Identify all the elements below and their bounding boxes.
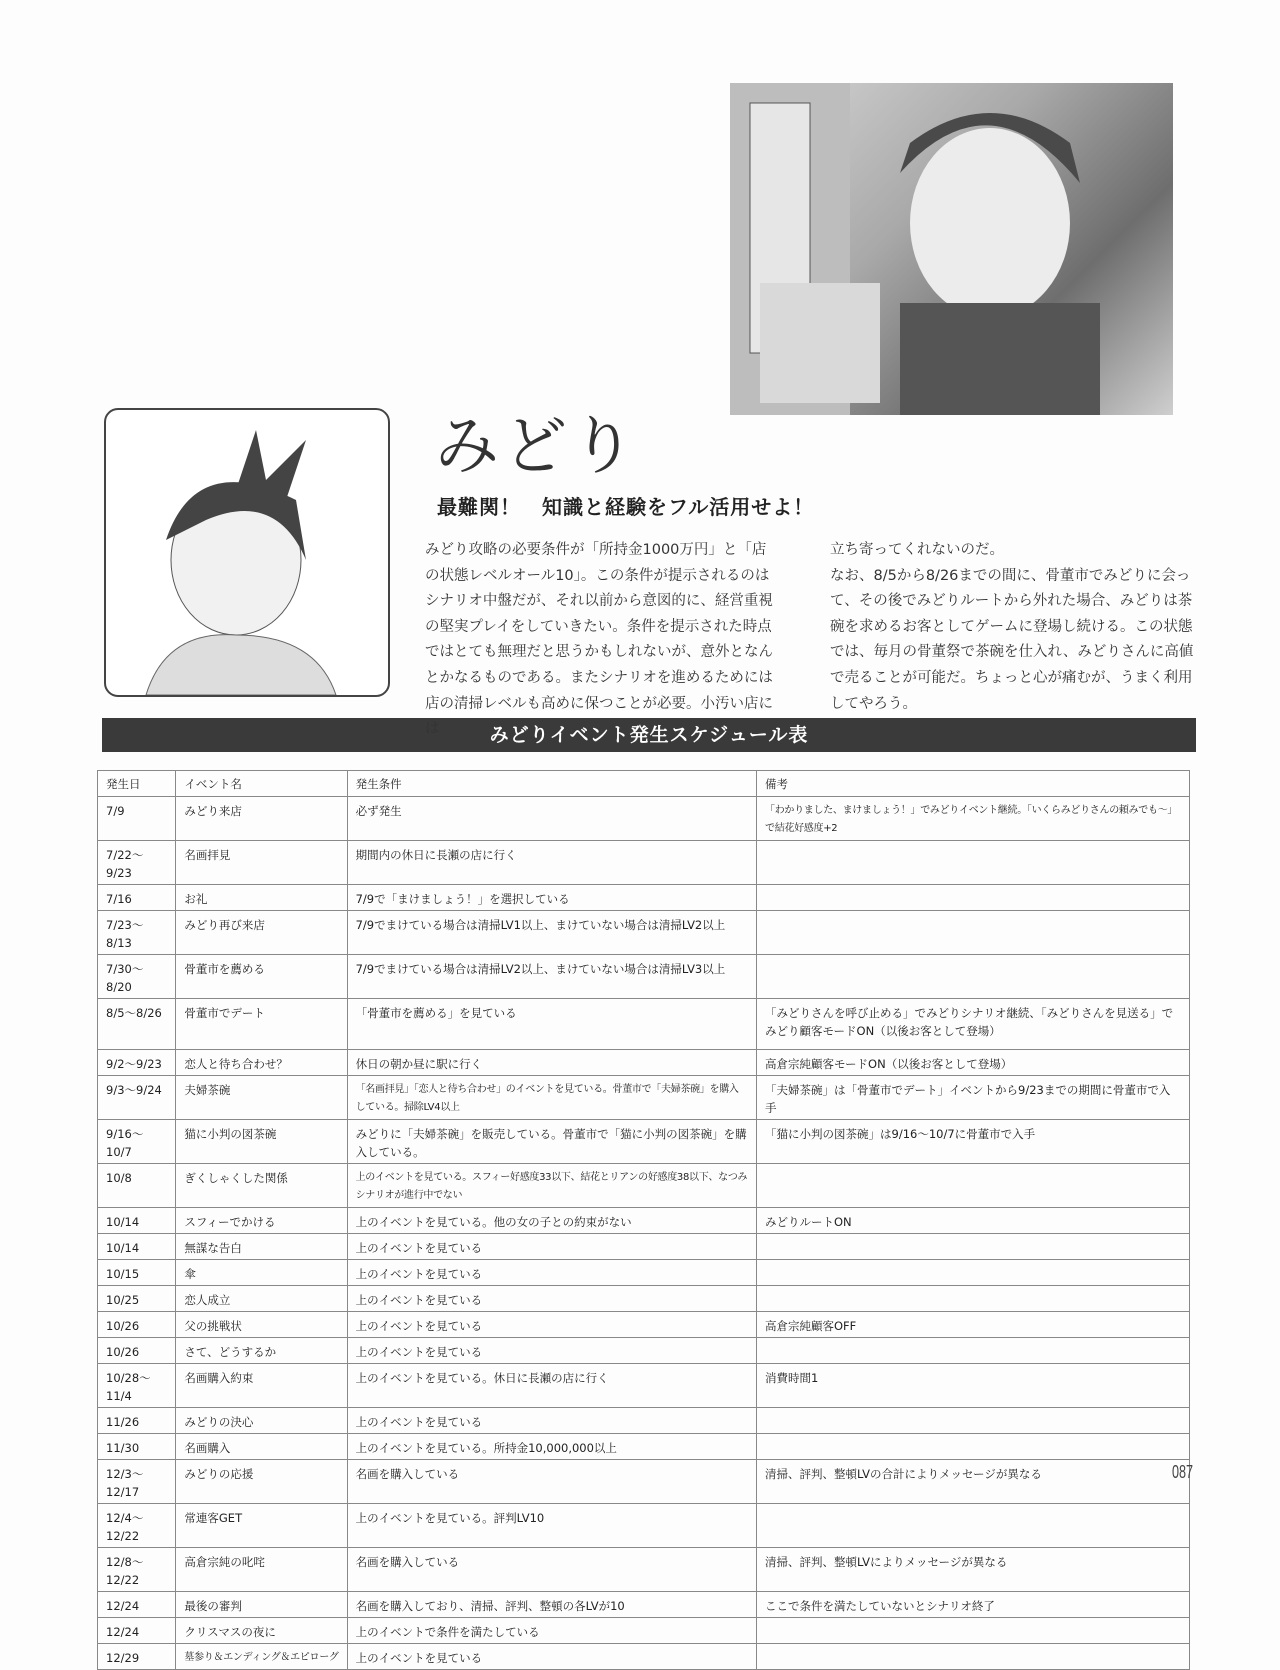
- table-row: [98, 1207, 1190, 1233]
- date-cell: 7/22～9/23: [98, 840, 176, 884]
- header-notes: 備考: [757, 771, 1190, 797]
- condition-cell: 上のイベントを見ている。所持金10,000,000以上: [347, 1433, 756, 1459]
- table-row: [98, 1337, 1190, 1363]
- schedule-title: みどりイベント発生スケジュール表: [102, 718, 1196, 752]
- date-cell: 10/15: [98, 1259, 176, 1285]
- table-row: [98, 1363, 1190, 1407]
- event-cell: 恋人と待ち合わせ？: [176, 1049, 347, 1075]
- header-condition: 発生条件: [347, 771, 756, 797]
- table-row: [98, 1407, 1190, 1433]
- condition-cell: 7/9でまけている場合は清掃LV2以上、まけていない場合は清掃LV3以上: [347, 954, 756, 998]
- condition-cell: 必ず発生: [347, 796, 756, 840]
- date-cell: 7/9: [98, 796, 176, 840]
- event-cell: 夫婦茶碗: [176, 1075, 347, 1119]
- condition-cell: 7/9で「まけましょう！」を選択している: [347, 884, 756, 910]
- condition-cell: 名画を購入しており、清掃、評判、整頓の各LVが10: [347, 1591, 756, 1617]
- date-cell: 12/3～12/17: [98, 1459, 176, 1503]
- date-cell: 11/26: [98, 1407, 176, 1433]
- table-row: [98, 1643, 1190, 1669]
- portrait-placeholder: [106, 410, 388, 695]
- notes-cell: [757, 1617, 1190, 1643]
- headline: 最難関！ 知識と経験をフル活用せよ！: [437, 495, 815, 519]
- header-date: 発生日: [98, 771, 176, 797]
- table-header-row: [98, 771, 1190, 797]
- table-row: [98, 1285, 1190, 1311]
- event-cell: 恋人成立: [176, 1285, 347, 1311]
- table-row: [98, 840, 1190, 884]
- event-cell: 名画購入: [176, 1433, 347, 1459]
- event-cell: 猫に小判の図茶碗: [176, 1119, 347, 1163]
- table-row: [98, 998, 1190, 1049]
- notes-cell: みどりルートON: [757, 1207, 1190, 1233]
- notes-cell: 「みどりさんを呼び止める」でみどりシナリオ継続、「みどりさんを見送る」でみどり顧客モードON（以後お客として登場）: [757, 998, 1190, 1049]
- condition-cell: 上のイベントを見ている: [347, 1259, 756, 1285]
- date-cell: 7/23～8/13: [98, 910, 176, 954]
- condition-cell: 上のイベントを見ている: [347, 1311, 756, 1337]
- condition-cell: 上のイベントを見ている: [347, 1285, 756, 1311]
- notes-cell: 清掃、評判、整頓LVによりメッセージが異なる: [757, 1547, 1190, 1591]
- event-cell: 骨董市でデート: [176, 998, 347, 1049]
- condition-cell: 名画を購入している: [347, 1459, 756, 1503]
- notes-cell: [757, 1643, 1190, 1669]
- date-cell: 10/14: [98, 1207, 176, 1233]
- event-cell: さて、どうするか: [176, 1337, 347, 1363]
- schedule-table: [97, 770, 1190, 1670]
- event-cell: 名画購入約束: [176, 1363, 347, 1407]
- event-cell: みどりの決心: [176, 1407, 347, 1433]
- condition-cell: 上のイベントで条件を満たしている: [347, 1617, 756, 1643]
- table-row: [98, 954, 1190, 998]
- table-row: [98, 1119, 1190, 1163]
- date-cell: 10/25: [98, 1285, 176, 1311]
- notes-cell: [757, 840, 1190, 884]
- table-row: [98, 1433, 1190, 1459]
- character-portrait: [104, 408, 390, 697]
- date-cell: 12/24: [98, 1617, 176, 1643]
- notes-cell: 清掃、評判、整頓LVの合計によりメッセージが異なる: [757, 1459, 1190, 1503]
- table-row: [98, 796, 1190, 840]
- notes-cell: 消費時間1: [757, 1363, 1190, 1407]
- notes-cell: [757, 884, 1190, 910]
- notes-cell: 高倉宗純顧客OFF: [757, 1311, 1190, 1337]
- date-cell: 10/14: [98, 1233, 176, 1259]
- event-cell: 最後の審判: [176, 1591, 347, 1617]
- event-cell: クリスマスの夜に: [176, 1617, 347, 1643]
- notes-cell: [757, 1433, 1190, 1459]
- table-row: [98, 1163, 1190, 1207]
- condition-cell: 上のイベントを見ている。評判LV10: [347, 1503, 756, 1547]
- table-row: [98, 1547, 1190, 1591]
- date-cell: 10/26: [98, 1337, 176, 1363]
- notes-cell: [757, 1285, 1190, 1311]
- event-cell: みどり来店: [176, 796, 347, 840]
- condition-cell: 上のイベントを見ている: [347, 1643, 756, 1669]
- event-cell: 墓参り＆エンディング＆エピローグ: [176, 1643, 347, 1669]
- condition-cell: 名画を購入している: [347, 1547, 756, 1591]
- condition-cell: 期間内の休日に長瀬の店に行く: [347, 840, 756, 884]
- table-row: [98, 1311, 1190, 1337]
- event-cell: 父の挑戦状: [176, 1311, 347, 1337]
- condition-cell: みどりに「夫婦茶碗」を販売している。骨董市で「猫に小判の図茶碗」を購入している。: [347, 1119, 756, 1163]
- notes-cell: [757, 1259, 1190, 1285]
- notes-cell: ここで条件を満たしていないとシナリオ終了: [757, 1591, 1190, 1617]
- condition-cell: 「骨董市を薦める」を見ている: [347, 998, 756, 1049]
- condition-cell: 上のイベントを見ている: [347, 1337, 756, 1363]
- date-cell: 10/8: [98, 1163, 176, 1207]
- condition-cell: 上のイベントを見ている。休日に長瀬の店に行く: [347, 1363, 756, 1407]
- notes-cell: 「夫婦茶碗」は「骨董市でデート」イベントから9/23までの期間に骨董市で入手: [757, 1075, 1190, 1119]
- date-cell: 9/2～9/23: [98, 1049, 176, 1075]
- table-row: [98, 1459, 1190, 1503]
- table-row: [98, 1075, 1190, 1119]
- notes-cell: [757, 1503, 1190, 1547]
- event-cell: みどりの応援: [176, 1459, 347, 1503]
- notes-cell: [757, 1407, 1190, 1433]
- event-cell: スフィーでかける: [176, 1207, 347, 1233]
- table-row: [98, 884, 1190, 910]
- table-row: [98, 1049, 1190, 1075]
- event-cell: みどり再び来店: [176, 910, 347, 954]
- table-row: [98, 1617, 1190, 1643]
- table-row: [98, 1503, 1190, 1547]
- condition-cell: 上のイベントを見ている。他の女の子との約束がない: [347, 1207, 756, 1233]
- notes-cell: [757, 910, 1190, 954]
- page-number: 087: [1172, 1462, 1194, 1482]
- table-row: [98, 1233, 1190, 1259]
- character-illustration: [730, 83, 1173, 415]
- date-cell: 12/8～12/22: [98, 1547, 176, 1591]
- body-text-column-2: 立ち寄ってくれないのだ。 なお、8/5から8/26までの間に、骨董市でみどりに会って、その後でみどりルートから外れた場合、みどりは茶碗を求めるお客としてゲームに登場し続ける。この状態では、毎月の骨董祭で茶碗を仕入れ、みどりさんに高値で売ることが可能だ。ちょっと心が痛むが、うまく利用してやろう。: [830, 542, 1194, 712]
- notes-cell: [757, 1163, 1190, 1207]
- date-cell: 11/30: [98, 1433, 176, 1459]
- date-cell: 12/24: [98, 1591, 176, 1617]
- event-cell: 常連客GET: [176, 1503, 347, 1547]
- date-cell: 9/3～9/24: [98, 1075, 176, 1119]
- notes-cell: [757, 1233, 1190, 1259]
- notes-cell: 「わかりました、まけましょう！」でみどりイベント継続。「いくらみどりさんの頼みでも～」で結花好感度+2: [757, 796, 1190, 840]
- condition-cell: 上のイベントを見ている。スフィー好感度33以下、結花とリアンの好感度38以下、なつみシナリオが進行中でない: [347, 1163, 756, 1207]
- date-cell: 12/29: [98, 1643, 176, 1669]
- header-event: イベント名: [176, 771, 347, 797]
- condition-cell: 上のイベントを見ている: [347, 1233, 756, 1259]
- event-cell: ぎくしゃくした関係: [176, 1163, 347, 1207]
- event-cell: 高倉宗純の叱咤: [176, 1547, 347, 1591]
- notes-cell: 高倉宗純顧客モードON（以後お客として登場）: [757, 1049, 1190, 1075]
- notes-cell: 「猫に小判の図茶碗」は9/16～10/7に骨董市で入手: [757, 1119, 1190, 1163]
- notes-cell: [757, 954, 1190, 998]
- date-cell: 7/16: [98, 884, 176, 910]
- event-cell: 傘: [176, 1259, 347, 1285]
- date-cell: 7/30～8/20: [98, 954, 176, 998]
- table-row: [98, 1591, 1190, 1617]
- condition-cell: 休日の朝か昼に駅に行く: [347, 1049, 756, 1075]
- date-cell: 8/5～8/26: [98, 998, 176, 1049]
- table-row: [98, 910, 1190, 954]
- event-cell: お礼: [176, 884, 347, 910]
- condition-cell: 「名画拝見」「恋人と待ち合わせ」のイベントを見ている。骨董市で「夫婦茶碗」を購入している。掃除LV4以上: [347, 1075, 756, 1119]
- character-name: みどり: [435, 410, 639, 484]
- event-cell: 名画拝見: [176, 840, 347, 884]
- event-cell: 無謀な告白: [176, 1233, 347, 1259]
- condition-cell: 上のイベントを見ている: [347, 1407, 756, 1433]
- event-cell: 骨董市を薦める: [176, 954, 347, 998]
- date-cell: 10/28～11/4: [98, 1363, 176, 1407]
- date-cell: 12/4～12/22: [98, 1503, 176, 1547]
- body-text-column-1: みどり攻略の必要条件が「所持金1000万円」と「店の状態レベルオール10」。この条件が提示されるのはシナリオ中盤だが、それ以前から意図的に、経営重視の堅実プレイをしていきたい。条件を提示された時点ではとても無理だと思うかもしれないが、意外となんとかなるものである。またシナリオを進めるためには店の清掃レベルも高めに保つことが必要。小汚い店には: [425, 542, 773, 738]
- date-cell: 10/26: [98, 1311, 176, 1337]
- date-cell: 9/16～10/7: [98, 1119, 176, 1163]
- notes-cell: [757, 1337, 1190, 1363]
- illustration-placeholder: [730, 83, 1173, 415]
- table-row: [98, 1259, 1190, 1285]
- condition-cell: 7/9でまけている場合は清掃LV1以上、まけていない場合は清掃LV2以上: [347, 910, 756, 954]
